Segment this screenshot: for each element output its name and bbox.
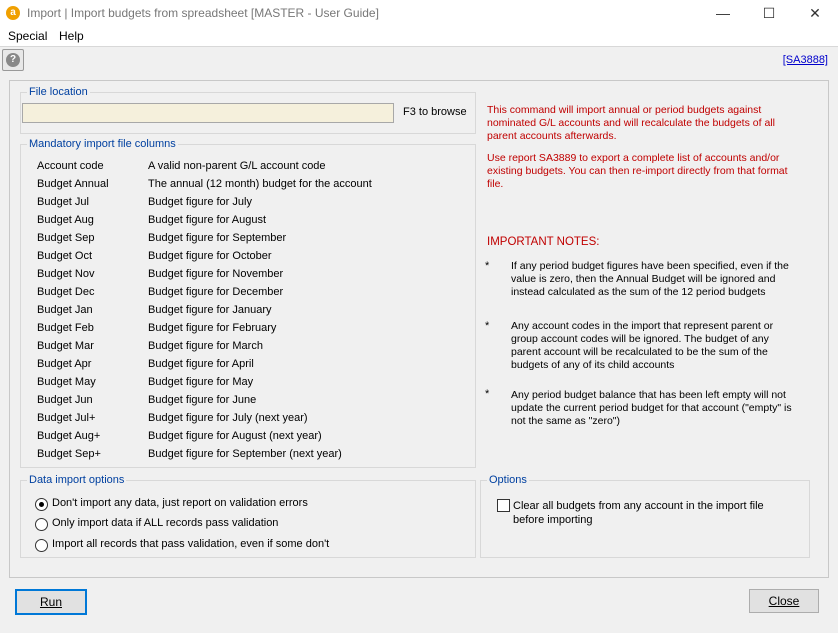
menu-help[interactable]: Help: [59, 29, 84, 43]
option-label: Only import data if ALL records pass validation: [52, 517, 279, 529]
important-notes-title: IMPORTANT NOTES:: [487, 236, 600, 248]
file-location-legend: File location: [29, 86, 88, 98]
note-bullet: *: [485, 260, 490, 272]
close-button[interactable]: [749, 589, 819, 613]
radio-button[interactable]: [35, 518, 48, 531]
column-description: Budget figure for May: [148, 376, 254, 388]
column-description: Budget figure for June: [148, 394, 257, 406]
column-description: Budget figure for November: [148, 268, 284, 280]
column-description: Budget figure for July (next year): [148, 412, 308, 424]
column-description: A valid non-parent G/L account code: [148, 160, 326, 172]
options-legend: Options: [489, 474, 527, 486]
note-1: If any period budget figures have been specified, even if the value is zero, then the Annual Budget will be ignored and instead calculated as the sum of the 12 period budgets: [511, 260, 789, 298]
radio-button-selected[interactable]: [35, 498, 48, 511]
run-button[interactable]: [15, 589, 87, 615]
note-3: Any period budget balance that has been left empty will not update the current period budget for that account ("empty" is not the same as "zero"): [511, 389, 792, 427]
run-button-label: Run: [39, 595, 62, 609]
column-description: Budget figure for September (next year): [148, 448, 342, 460]
option-label: Don't import any data, just report on validation errors: [52, 497, 308, 509]
column-name: Budget Jul+: [37, 412, 96, 424]
mandatory-columns-legend: Mandatory import file columns: [29, 138, 176, 150]
column-name: Budget Jan: [37, 304, 93, 316]
column-description: Budget figure for August: [148, 214, 267, 226]
menu-bar: [0, 26, 838, 46]
radio-button[interactable]: [35, 539, 48, 552]
title-bar: [0, 0, 838, 26]
help-button[interactable]: [2, 49, 24, 71]
note-bullet: *: [485, 388, 490, 400]
clear-budgets-label: Clear all budgets from any account in the import file before importing: [513, 500, 764, 526]
column-name: Budget Sep: [37, 232, 95, 244]
column-name: Budget Apr: [37, 358, 92, 370]
window-title: Import | Import budgets from spreadsheet [MASTER - User Guide]: [27, 6, 379, 20]
column-description: Budget figure for October: [148, 250, 272, 262]
column-name: Budget Feb: [37, 322, 94, 334]
maximize-button[interactable]: ☐: [762, 5, 776, 21]
column-name: Budget Oct: [37, 250, 93, 262]
menu-special[interactable]: Special: [8, 29, 48, 43]
column-description: Budget figure for February: [148, 322, 277, 334]
column-name: Budget Annual: [37, 178, 109, 190]
column-description: Budget figure for December: [148, 286, 284, 298]
column-name: Budget Aug: [37, 214, 94, 226]
toolbar: [0, 46, 838, 74]
column-name: Budget Jul: [37, 196, 89, 208]
note-2: Any account codes in the import that represent parent or group account codes will be ignored. The budget of any parent account will be recalculated to be the sum of the budgets of any of its child accounts: [511, 320, 774, 371]
question-icon: ?: [6, 53, 20, 67]
column-name: Budget Jun: [37, 394, 93, 406]
data-import-options-legend: Data import options: [29, 474, 125, 486]
option-label: Import all records that pass validation, even if some don't: [52, 538, 330, 550]
column-description: The annual (12 month) budget for the account: [148, 178, 372, 190]
column-description: Budget figure for July: [148, 196, 252, 208]
column-description: Budget figure for August (next year): [148, 430, 322, 442]
column-name: Budget Aug+: [37, 430, 101, 442]
report-link[interactable]: [SA3888]: [782, 54, 828, 66]
close-button-label: Close: [768, 594, 800, 608]
column-description: Budget figure for April: [148, 358, 254, 370]
info-paragraph-1: This command will import annual or period budgets against nominated G/L accounts and will recalculate the budgets of all parent accounts afterwards.: [487, 104, 775, 142]
note-bullet: *: [485, 320, 490, 332]
column-description: Budget figure for January: [148, 304, 272, 316]
clear-budgets-checkbox[interactable]: [497, 499, 510, 512]
column-name: Budget Dec: [37, 286, 95, 298]
column-name: Budget May: [37, 376, 96, 388]
column-name: Budget Mar: [37, 340, 94, 352]
file-location-input[interactable]: [22, 103, 394, 123]
browse-hint: F3 to browse: [403, 106, 467, 118]
separator: [9, 577, 827, 578]
info-paragraph-2: Use report SA3889 to export a complete list of accounts and/or existing budgets. You can then re-import directly from that format file.: [487, 152, 788, 190]
column-name: Account code: [37, 160, 104, 172]
app-logo-icon: a: [6, 6, 20, 20]
column-name: Budget Nov: [37, 268, 95, 280]
column-name: Budget Sep+: [37, 448, 101, 460]
column-description: Budget figure for September: [148, 232, 287, 244]
close-window-button[interactable]: ✕: [809, 5, 821, 21]
column-description: Budget figure for March: [148, 340, 263, 352]
minimize-button[interactable]: —: [716, 5, 730, 21]
